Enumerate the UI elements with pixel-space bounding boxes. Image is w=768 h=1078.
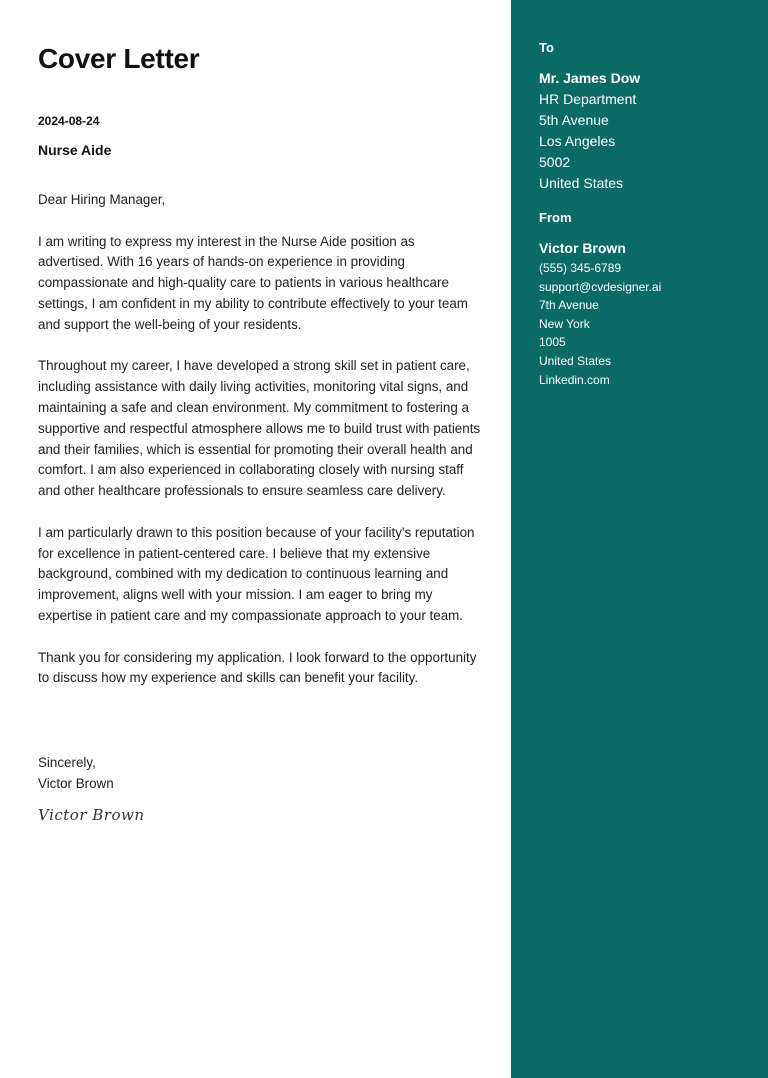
body-paragraph-2: Throughout my career, I have developed a strong skill set in patient care, including assistance with daily living activities, monitoring vital signs, and maintaining a safe and clean environment. My commitment to fostering a supportive and respectful atmosphere allows me to build trust with patients and their families, which is essential for promoting their overall health and comfort. I am also experienced in collaborating closely with nursing staff and other healthcare professionals to ensure seamless care delivery. [38, 358, 481, 499]
salutation: Dear Hiring Manager, [38, 192, 166, 207]
recipient-name: Mr. James Dow [539, 70, 641, 86]
recipient-street: 5th Avenue [539, 112, 609, 128]
handwritten-signature: Victor Brown [38, 806, 145, 824]
closing-name: Victor Brown [38, 776, 114, 791]
closing-block [38, 752, 114, 794]
letter-body [38, 190, 483, 710]
closing-phrase: Sincerely, [38, 755, 96, 770]
to-heading: To [539, 40, 554, 55]
recipient-city: Los Angeles [539, 133, 616, 149]
recipient-country: United States [539, 175, 624, 191]
letter-date: 2024-08-24 [38, 114, 100, 128]
recipient-department: HR Department [539, 91, 637, 107]
sender-street: 7th Avenue [539, 298, 599, 313]
body-paragraph-1: I am writing to express my interest in the Nurse Aide position as advertised. With 16 years of hands-on experience in providing compassionate and high-quality care to patients in various healthcare settings, I am confident in my ability to contribute effectively to your team and support the well-being of your residents. [38, 233, 468, 332]
sender-zip: 1005 [539, 335, 566, 350]
recipient-zip: 5002 [539, 154, 571, 170]
body-paragraph-4: Thank you for considering my application. I look forward to the opportunity to discuss how my experience and skills can benefit your facility. [38, 649, 477, 686]
from-heading: From [539, 210, 572, 225]
contact-sidebar [511, 0, 768, 1078]
sender-email[interactable]: support@cvdesigner.ai [539, 279, 662, 294]
page-title: Cover Letter [38, 43, 200, 74]
sender-linkedin[interactable]: Linkedin.com [539, 372, 610, 387]
sender-city: New York [539, 316, 590, 331]
job-position: Nurse Aide [38, 142, 112, 158]
body-paragraph-3: I am particularly drawn to this position because of your facility's reputation for excellence in patient-centered care. I believe that my extensive background, combined with my dedication to continuous learning and improvement, aligns well with your mission. I am eager to bring my expertise in patient care and my compassionate approach to your team. [38, 524, 475, 623]
sender-phone: (555) 345-6789 [539, 261, 622, 275]
sender-name: Victor Brown [539, 240, 626, 256]
sender-country: United States [539, 353, 612, 368]
